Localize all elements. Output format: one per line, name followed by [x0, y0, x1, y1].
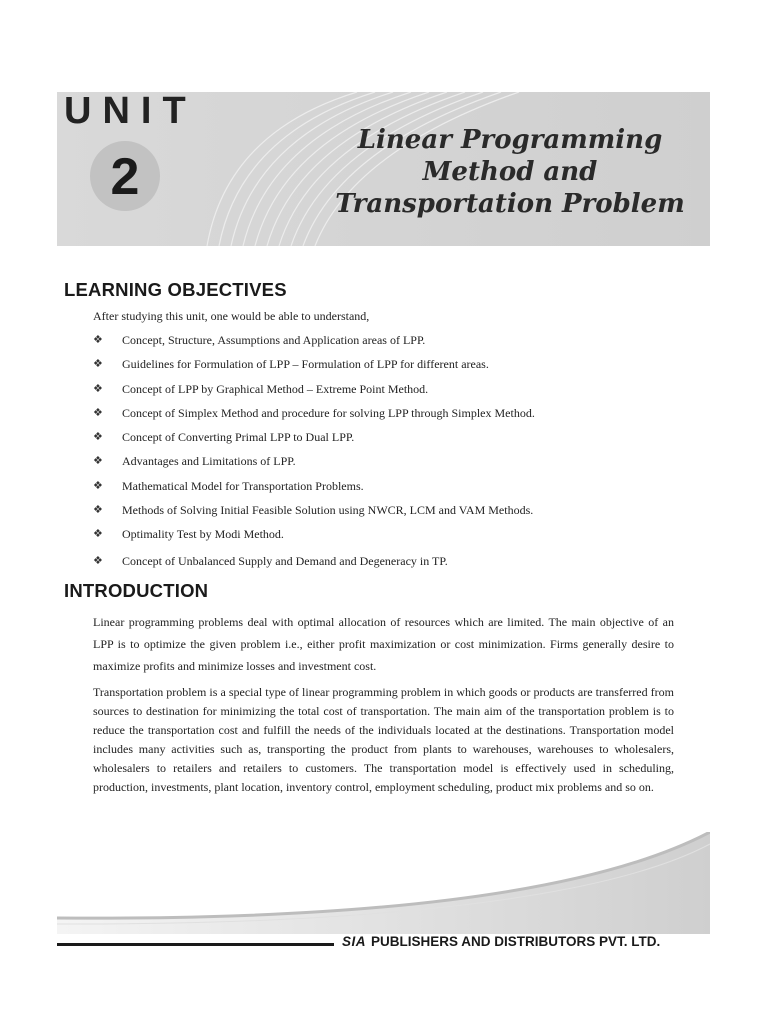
list-item [93, 357, 693, 381]
diamond-bullet-icon: ❖ [93, 504, 103, 517]
objective-text: Guidelines for Formulation of LPP – Formulation of LPP for different areas. [122, 357, 489, 372]
objective-text: Advantages and Limitations of LPP. [122, 454, 296, 469]
diamond-bullet-icon: ❖ [93, 334, 103, 346]
diamond-bullet-icon: ❖ [93, 358, 103, 371]
diamond-bullet-icon: ❖ [93, 406, 103, 419]
introduction-paragraph: Linear programming problems deal with optimal allocation of resources which are limited. The main objective of an LPP is to optimize the given problem i.e., either profit maximization or cost minimization. Firms generally desire to maximize profits and minimize losses and investment cost. [93, 615, 674, 673]
diamond-bullet-icon: ❖ [93, 554, 103, 567]
unit-label: UNIT [64, 90, 197, 132]
list-item [93, 430, 693, 454]
list-item [93, 479, 693, 503]
list-item [93, 406, 693, 430]
objective-text: Optimality Test by Modi Method. [122, 527, 284, 542]
introduction-heading: INTRODUCTION [64, 580, 209, 601]
list-item [93, 333, 693, 357]
publisher-logo: SIA [342, 934, 367, 949]
chapter-title-line: Method and [422, 157, 598, 187]
diamond-bullet-icon: ❖ [93, 382, 103, 395]
objective-text: Concept of LPP by Graphical Method – Extreme Point Method. [122, 381, 429, 396]
objective-text: Mathematical Model for Transportation Problems. [122, 478, 364, 493]
objective-text: Concept, Structure, Assumptions and Application areas of LPP. [122, 333, 426, 347]
objective-text: Concept of Unbalanced Supply and Demand and Degeneracy in TP. [122, 553, 448, 568]
objective-text: Concept of Converting Primal LPP to Dual LPP. [122, 430, 355, 445]
list-item [93, 382, 693, 406]
chapter-title [320, 124, 700, 220]
learning-objectives-heading: LEARNING OBJECTIVES [64, 279, 287, 300]
list-item [93, 527, 693, 551]
publisher-footer [342, 934, 660, 949]
diamond-bullet-icon: ❖ [93, 455, 103, 468]
chapter-title-line: Linear Programming [357, 125, 663, 155]
footer-swoosh-decoration [57, 832, 710, 934]
diamond-bullet-icon: ❖ [93, 431, 103, 444]
list-item [93, 503, 693, 527]
objectives-intro: After studying this unit, one would be able to understand, [93, 309, 370, 323]
introduction-paragraph: Transportation problem is a special type of linear programming problem in which goods or products are transferred from sources to destination for minimizing the total cost of transportation. The main aim of the transportation problem is to reduce the transportation cost and fulfill the needs of the individuals located at the destinations. Transportation model includes many activities such as, transporting the product from plants to warehouses, warehouses to wholesalers, wholesalers to retailers and retailers to customers. The transportation model is effectively used in scheduling, production, investments, plant location, inventory control, employment scheduling, product mix problems and so on. [93, 685, 674, 794]
diamond-bullet-icon: ❖ [93, 479, 103, 492]
objective-text: Concept of Simplex Method and procedure for solving LPP through Simplex Method. [122, 405, 535, 420]
unit-number: 2 [110, 148, 140, 206]
footer-rule [57, 943, 334, 946]
publisher-name: PUBLISHERS AND DISTRIBUTORS PVT. LTD. [371, 934, 661, 949]
objectives-list [93, 333, 693, 578]
diamond-bullet-icon: ❖ [93, 528, 103, 541]
chapter-title-line: Transportation Problem [335, 189, 685, 219]
list-item [93, 554, 693, 578]
list-item [93, 454, 693, 478]
objective-text: Methods of Solving Initial Feasible Solution using NWCR, LCM and VAM Methods. [122, 503, 534, 518]
